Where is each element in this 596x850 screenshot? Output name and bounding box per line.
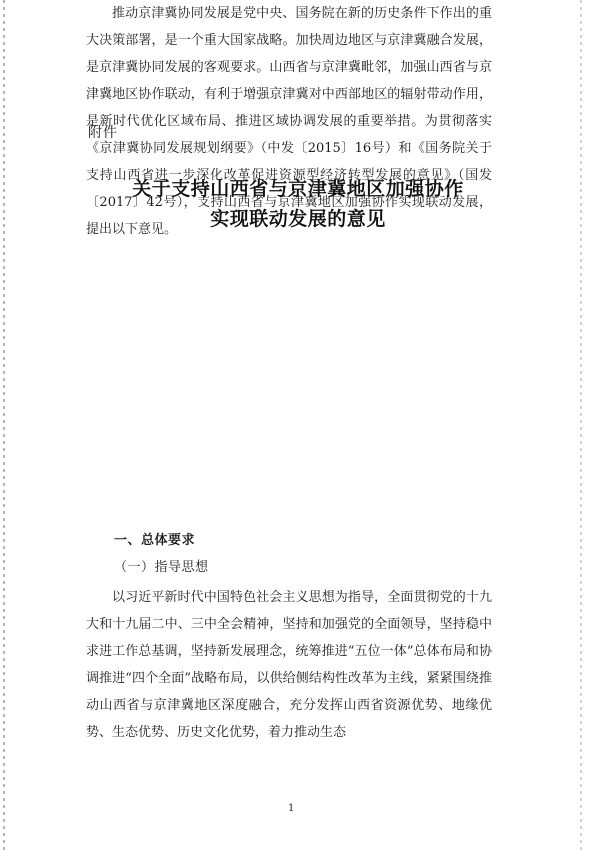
- guiding-paragraph-block: [86, 584, 492, 746]
- document-title-line1: 关于支持山西省与京津冀地区加强协作: [132, 178, 464, 200]
- document-title-line2: 实现联动发展的意见: [210, 208, 386, 230]
- subsection-heading: （一）指导思想: [114, 560, 209, 575]
- attachment-label: 附件: [88, 125, 118, 141]
- intro-paragraph-block: [86, 0, 492, 243]
- section-heading: 一、总体要求: [114, 533, 196, 548]
- page-number: 1: [288, 803, 295, 814]
- scan-edge-right: [580, 0, 582, 850]
- guiding-paragraph: 以习近平新时代中国特色社会主义思想为指导，全面贯彻党的十九大和十九届二中、三中全会精神，坚持和加强党的全面领导，坚持稳中求进工作总基调，坚持新发展理念，统筹推进“五位一体”总体布局和协调推进“四个全面”战略布局，以供给侧结构性改革为主线，紧紧围绕推动山西省与京津冀地区深度融合，充分发挥山西省资源优势、地缘优势、生态优势、历史文化优势，着力推动生态: [86, 590, 492, 740]
- intro-paragraph: 推动京津冀协同发展是党中央、国务院在新的历史条件下作出的重大决策部署，是一个重大国家战略。加快周边地区与京津冀融合发展，是京津冀协同发展的客观要求。山西省与京津冀毗邻，加强山西省与京津冀地区协作联动，有利于增强京津冀对中西部地区的辐射带动作用，是新时代优化区域布局、推进区域协调发展的重要举措。为贯彻落实《京津冀协同发展规划纲要》（中发〔2015〕16号）和《国务院关于支持山西省进一步深化改革促进资源型经济转型发展的意见》（国发〔2017〕42号），支持山西省与京津冀地区加强协作实现联动发展，提出以下意见。: [86, 6, 492, 237]
- scan-edge-left: [3, 0, 5, 850]
